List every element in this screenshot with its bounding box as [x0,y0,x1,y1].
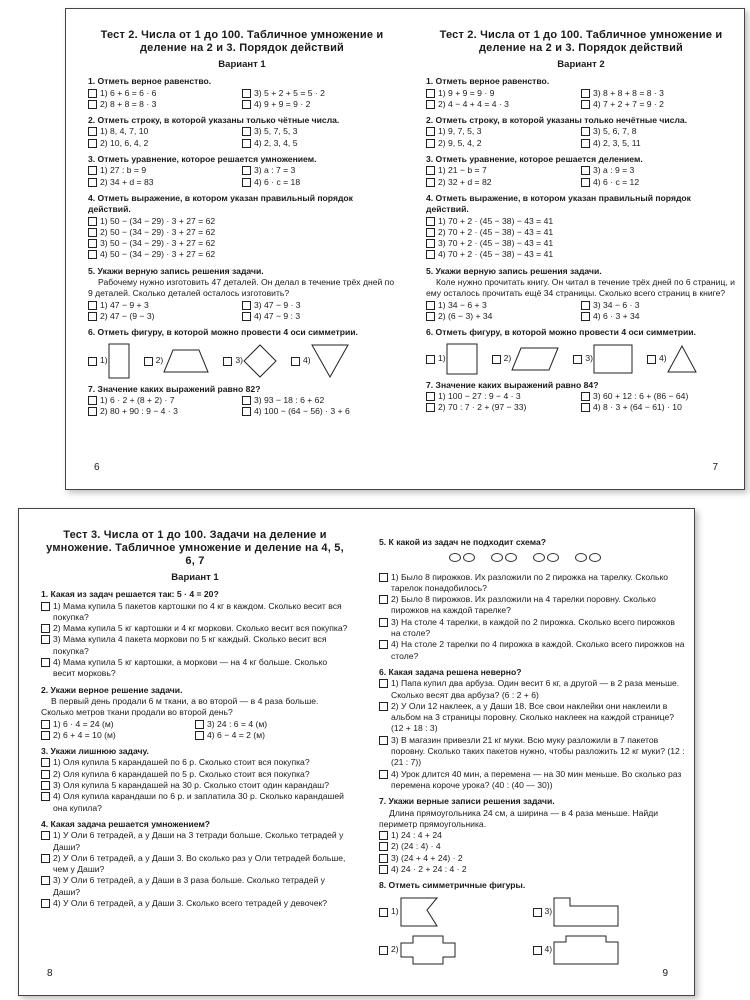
option-text: 2) (24 : 4) · 4 [391,841,441,852]
option-text: 3) 5 + 2 + 5 = 5 · 2 [254,87,325,98]
option-text: 2) [155,354,164,365]
option-text: 4) 2, 3, 5, 11 [593,137,641,148]
option-text: 2) 80 + 90 : 9 − 4 · 3 [100,406,178,417]
option-text: 4) 9 + 9 = 9 · 2 [254,98,311,109]
checkbox[interactable] [647,355,656,364]
option-text: 3) 5, 7, 5, 3 [254,126,298,137]
page-title: Тест 2. Числа от 1 до 100. Табличное умножение и деление на 2 и 3. Порядок действий [100,29,384,54]
option-text: 1) 8, 4, 7, 10 [100,126,149,137]
option-text: 4) 2, 3, 4, 5 [254,137,298,148]
checkbox[interactable] [88,228,97,237]
option-text: 4) 7 + 2 + 7 = 9 · 2 [593,98,664,109]
checkbox[interactable] [581,178,590,187]
option-text: 4) 6 · c = 18 [254,176,301,187]
question-5 [426,266,736,277]
option-text: 3) [235,354,243,365]
checkbox[interactable] [88,217,97,226]
option-text: 1) У Оли 6 тетрадей, а у Даши на 3 тетради больше. Сколько тетрадей у Даши? [53,830,344,852]
option-text: 1) 34 − 6 + 3 [438,299,487,310]
option-text: 2) 70 : 7 · 2 + (97 − 33) [438,402,527,413]
option-text: 4) 6 · 3 + 34 [593,310,640,321]
option-text: 4) 8 · 3 + (64 − 61) · 10 [593,402,682,413]
option-text: 2) [503,352,512,363]
question-3 [41,746,349,757]
option-text: 3) 47 − 9 · 3 [254,299,301,310]
checkbox[interactable] [41,899,50,908]
checkbox[interactable] [492,355,501,364]
question-6 [88,327,396,338]
page-number: 6 [94,461,100,473]
option-text: 3) В магазин привезли 21 кг муки. Всю муку разложили в 7 пакетов поровну. Сколько таких пакетов нужно, чтобы разложить 12 кг муки? (12 : (21 : 7)) [391,734,685,768]
option-text: 4) Мама купила 5 кг картошки, а моркови — на 4 кг больше. Сколько весит морковь? [53,657,328,679]
checkbox[interactable] [242,139,251,148]
checkbox[interactable] [195,720,204,729]
checkbox[interactable] [242,407,251,416]
option-text: 2. Отметь строку, в которой указаны только нечётные числа. [426,115,688,126]
checkbox[interactable] [41,602,50,611]
option-text: 3) У Оли 6 тетрадей, а у Даши в 3 раза больше. Сколько тетрадей у Даши? [53,875,325,897]
option-text: 1. Какая из задач решается так: 5 · 4 = 20? [41,589,219,600]
question-1 [426,76,736,87]
option-text: 1) 50 − (34 − 29) · 3 + 27 = 62 [100,215,216,226]
checkbox[interactable] [242,178,251,187]
checkbox[interactable] [426,403,435,412]
variant-label: Вариант 1 [218,59,266,70]
checkbox[interactable] [426,217,435,226]
question-4 [41,819,349,830]
option-text: 1) [100,354,108,365]
checkbox[interactable] [379,831,388,840]
question-6 [379,667,686,678]
checkbox[interactable] [379,736,388,745]
spread-tests-3 [18,508,695,996]
option-text: 3) a : 9 = 3 [593,165,635,176]
checkbox[interactable] [41,658,50,667]
option-text: 3) 5, 6, 7, 8 [593,126,637,137]
checkbox[interactable] [88,178,97,187]
checkbox[interactable] [88,357,97,366]
option-text: 2) 9, 5, 4, 2 [438,137,482,148]
option-text: 3) 60 + 12 : 6 + (86 − 64) [593,390,689,401]
option-text: 3) 93 − 18 : 6 + 62 [254,394,325,405]
checkbox[interactable] [426,250,435,259]
question-4 [426,193,736,216]
checkbox[interactable] [242,396,251,405]
question-5 [88,266,396,277]
option-text: 1) 21 − b = 7 [438,165,487,176]
checkbox[interactable] [88,139,97,148]
option-text: 8. Отметь симметричные фигуры. [379,880,526,891]
checkbox[interactable] [242,312,251,321]
option-text: 4) 70 + 2 · (45 − 38) − 43 = 41 [438,249,554,260]
option-text: 4) [544,943,553,954]
option-text: 3) 8 + 8 + 8 = 8 · 3 [593,87,664,98]
checkbox[interactable] [426,355,435,364]
question-2 [88,115,396,126]
checkbox[interactable] [242,166,251,175]
checkbox[interactable] [88,301,97,310]
checkbox[interactable] [426,89,435,98]
variant-label: Вариант 2 [557,59,605,70]
checkbox[interactable] [426,178,435,187]
option-text: 7. Укажи верные записи решения задачи. [379,796,555,807]
triangle-shape [311,344,349,378]
option-text: 2) [391,943,399,954]
checkbox[interactable] [581,301,590,310]
option-text: 3) (24 + 4 + 24) · 2 [391,852,463,863]
option-text: 2) 34 + d = 83 [100,176,154,187]
checkbox[interactable] [533,946,542,955]
option-text: 1) 24 : 4 + 24 [391,830,442,841]
rectangle-shape [593,344,633,374]
rectangle-shape [108,343,130,379]
option-text: 1) 6 + 6 = 6 · 6 [100,87,157,98]
checkbox[interactable] [426,166,435,175]
scheme-diagram [449,553,686,565]
checkbox[interactable] [379,946,388,955]
option-text: 2) У Оли 12 наклеек, а у Даши 18. Все свои наклейки они наклеили в альбом на 3 страницы поровну. Сколько наклеек на каждой странице? (12 + 18 : 3) [391,700,675,734]
option-text: 4) На столе 2 тарелки по 4 пирожка в каждой. Сколько всего пирожков на столе? [391,639,685,661]
task-text: В первый день продали 6 м ткани, а во второй — в 4 раза больше. Сколько метров ткани продали во второй день? [41,695,319,718]
checkbox[interactable] [41,770,50,779]
checkbox[interactable] [581,127,590,136]
option-text: 3) 34 − 6 · 3 [593,299,640,310]
option-text: 2) 10, 6, 4, 2 [100,137,149,148]
checkbox[interactable] [88,100,97,109]
page-number: 9 [662,967,668,979]
checkbox[interactable] [581,100,590,109]
checkbox[interactable] [144,357,153,366]
checkbox[interactable] [88,89,97,98]
option-text: 3) Оля купила 5 карандашей на 30 р. Сколько стоит один карандаш? [53,780,329,791]
question-4 [88,193,396,216]
option-text: 4) 24 · 2 + 24 : 4 · 2 [391,864,467,875]
arrow-shape [399,896,459,928]
square-shape [446,343,478,375]
checkbox[interactable] [581,403,590,412]
checkbox[interactable] [426,228,435,237]
option-text: 3. Отметь уравнение, которое решается делением. [426,154,643,165]
question-6 [426,327,736,338]
question-3 [426,154,736,165]
page-7 [406,9,746,489]
option-text: 4) 47 − 9 : 3 [254,310,301,321]
checkbox[interactable] [41,854,50,863]
rhombus-shape [243,344,277,378]
option-text: 4. Отметь выражение, в котором указан правильный порядок действий. [88,192,353,215]
option-text: 1. Отметь верное равенство. [426,76,550,87]
page-title: Тест 2. Числа от 1 до 100. Табличное умножение и деление на 2 и 3. Порядок действий [439,29,723,54]
checkbox[interactable] [426,312,435,321]
page-6 [66,9,406,489]
checkbox[interactable] [581,89,590,98]
option-text: 5. Укажи верную запись решения задачи. [426,265,602,276]
checkbox[interactable] [88,127,97,136]
option-text: 2. Отметь строку, в которой указаны только чётные числа. [88,115,340,126]
checkbox[interactable] [426,100,435,109]
option-text: 1) [438,352,446,363]
checkbox[interactable] [88,396,97,405]
option-text: 3) [585,352,593,363]
checkbox[interactable] [426,301,435,310]
page-9 [359,509,696,995]
checkbox[interactable] [379,595,388,604]
checkbox[interactable] [426,239,435,248]
option-text: 4) Оля купила карандаши по 6 р. и заплатила 30 р. Сколько карандашей она купила? [53,791,344,813]
option-text: 1) Было 8 пирожков. Их разложили по 2 пирожка на тарелку. Сколько тарелок понадобилось? [391,571,669,593]
question-3 [88,154,396,165]
option-text: 7. Значение каких выражений равно 84? [426,379,599,390]
option-text: 3) 70 + 2 · (45 − 38) − 43 = 41 [438,238,554,249]
option-text: 3) [544,905,553,916]
checkbox[interactable] [581,392,590,401]
checkbox[interactable] [379,640,388,649]
option-text: 6. Отметь фигуру, в которой можно провести 4 оси симметрии. [426,327,696,338]
option-text: 3) Мама купила 4 пакета моркови по 5 кг каждый. Сколько весит вся покупка? [53,634,327,656]
option-text: 2) 50 − (34 − 29) · 3 + 27 = 62 [100,226,216,237]
checkbox[interactable] [88,250,97,259]
option-text: 1) Папа купил два арбуза. Один весит 6 кг, а другой — в 2 раза меньше. Сколько весят два арбуза? (6 : 2 + 6) [391,678,680,700]
option-text: 2) (6 − 3) + 34 [438,310,493,321]
checkbox[interactable] [41,624,50,633]
checkbox[interactable] [426,127,435,136]
option-text: 1) 6 · 2 + (8 + 2) · 7 [100,394,175,405]
checkbox[interactable] [426,139,435,148]
option-text: 2) 70 + 2 · (45 − 38) − 43 = 41 [438,226,554,237]
option-text: 1) 9, 7, 5, 3 [438,126,482,137]
checkbox[interactable] [426,392,435,401]
option-text: 6. Отметь фигуру, в которой можно провести 4 оси симметрии. [88,327,358,338]
checkbox[interactable] [41,831,50,840]
checkbox[interactable] [41,720,50,729]
checkbox[interactable] [88,312,97,321]
question-7 [379,796,686,807]
checkbox[interactable] [379,865,388,874]
checkbox[interactable] [242,89,251,98]
question-8 [379,880,686,891]
checkbox[interactable] [379,702,388,711]
cross-shape [399,934,459,966]
option-text: 4) [302,354,311,365]
checkbox[interactable] [379,679,388,688]
page-number: 8 [47,967,53,979]
page-title: Тест 3. Числа от 1 до 100. Задачи на деление и умножение. Табличное умножение и деление на 4, 5, 6, 7 [46,529,344,567]
option-text: 1) 9 + 9 = 9 · 9 [438,87,495,98]
checkbox[interactable] [88,239,97,248]
option-text: 4. Отметь выражение, в котором указан правильный порядок действий. [426,192,691,215]
checkbox[interactable] [41,758,50,767]
option-text: 1) 100 − 27 : 9 − 4 · 3 [438,390,521,401]
spread-tests-2 [65,8,745,490]
option-text: 3) На столе 4 тарелки, в каждой по 2 пирожка. Сколько всего пирожков на столе? [391,616,675,639]
checkbox[interactable] [223,357,232,366]
option-text: 2) Оля купила 6 карандашей по 5 р. Сколько стоит вся покупка? [53,768,310,779]
question-7 [88,384,396,395]
checkbox[interactable] [88,407,97,416]
option-text: 2) Мама купила 5 кг картошки и 4 кг моркови. Сколько весит вся покупка? [53,623,348,634]
question-1 [88,76,396,87]
page-number: 7 [712,461,718,473]
option-text: 2) 32 + d = 82 [438,176,492,187]
checkbox[interactable] [41,635,50,644]
checkbox[interactable] [581,312,590,321]
option-text: 2) 4 − 4 + 4 = 4 · 3 [438,98,509,109]
task-text: Длина прямоугольника 24 см, а ширина — в 4 раза меньше. Найди периметр прямоугольника. [379,807,659,829]
checkbox[interactable] [573,355,582,364]
step-shape [552,896,622,928]
option-text: 4) [658,352,667,363]
checkbox[interactable] [533,908,542,917]
option-text: 1) 47 − 9 + 3 [100,299,149,310]
task-text: Рабочему нужно изготовить 47 деталей. Он делал в течение трёх дней по 9 деталей. Сколько деталей осталось изготовить? [88,277,395,299]
checkbox[interactable] [581,166,590,175]
option-text: 5. К какой из задач не подходит схема? [379,537,546,547]
option-text: 1) 70 + 2 · (45 − 38) − 43 = 41 [438,215,554,226]
option-text: 2) 8 + 8 = 8 · 3 [100,98,157,109]
option-text: 1) Оля купила 5 карандашей по 6 р. Сколько стоит вся покупка? [53,757,310,768]
trapezoid-shape [163,348,209,374]
checkbox[interactable] [581,139,590,148]
option-text: 2. Укажи верное решение задачи. [41,684,183,695]
checkbox[interactable] [379,573,388,582]
checkbox[interactable] [41,792,50,801]
option-text: 1. Отметь верное равенство. [88,76,212,87]
bracket-shape [552,934,622,966]
question-1 [41,589,349,600]
checkbox[interactable] [379,770,388,779]
checkbox[interactable] [195,731,204,740]
checkbox[interactable] [291,357,300,366]
page-8 [19,509,359,995]
checkbox[interactable] [242,301,251,310]
checkbox[interactable] [88,166,97,175]
option-text: 2) У Оли 6 тетрадей, а у Даши 3. Во сколько раз у Оли тетрадей больше, чем у Даши? [53,852,346,875]
option-text: 3. Отметь уравнение, которое решается умножением. [88,154,317,165]
option-text: 2) Было 8 пирожков. Их разложили на 4 тарелки поровну. Сколько пирожков на каждой тарелке? [391,594,656,616]
question-5 [379,537,686,548]
checkbox[interactable] [379,618,388,627]
question-2 [426,115,736,126]
option-text: 6. Какая задача решена неверно? [379,666,522,677]
option-text: 4) Урок длится 40 мин, а перемена — на 30 мин меньше. Во сколько раз перемена короче урока? (40 : (40 — 30)) [391,768,682,790]
option-text: 1) 27 : b = 9 [100,165,147,176]
task-text: Коле нужно прочитать книгу. Он читал в течение трёх дней по 6 страниц, и ему осталось прочитать ещё 34 страницы. Сколько всего страниц в книге? [426,277,735,299]
option-text: 2) 6 + 4 = 10 (м) [53,729,116,740]
checkbox[interactable] [379,854,388,863]
option-text: 3) 24 : 6 = 4 (м) [207,718,268,729]
option-text: 4. Какая задача решается умножением? [41,818,211,829]
option-text: 3) a : 7 = 3 [254,165,296,176]
option-text: 4) 100 − (64 − 56) · 3 + 6 [254,406,350,417]
option-text: 5. Укажи верную запись решения задачи. [88,265,264,276]
checkbox[interactable] [379,908,388,917]
checkbox[interactable] [41,731,50,740]
option-text: 4) 6 − 4 = 2 (м) [207,729,265,740]
option-text: 1) [391,905,399,916]
option-text: 2) 47 − (9 − 3) [100,310,155,321]
checkbox[interactable] [379,842,388,851]
parallelogram-shape [511,346,559,372]
option-text: 1) 6 · 4 = 24 (м) [53,718,114,729]
checkbox[interactable] [242,127,251,136]
variant-label: Вариант 1 [171,572,219,583]
option-text: 3. Укажи лишнюю задачу. [41,746,149,757]
option-text: 7. Значение каких выражений равно 82? [88,383,261,394]
checkbox[interactable] [242,100,251,109]
option-text: 4) У Оли 6 тетрадей, а у Даши 3. Сколько всего тетрадей у девочек? [53,898,328,909]
question-7 [426,380,736,391]
option-text: 4) 50 − (34 − 29) · 3 + 27 = 62 [100,249,216,260]
option-text: 4) 6 · c = 12 [593,176,640,187]
option-text: 1) Мама купила 5 пакетов картошки по 4 кг в каждом. Сколько весит вся покупка? [53,600,342,622]
option-text: 3) 50 − (34 − 29) · 3 + 27 = 62 [100,238,216,249]
triangle-shape [667,345,697,373]
checkbox[interactable] [41,876,50,885]
checkbox[interactable] [41,781,50,790]
question-2 [41,685,349,696]
